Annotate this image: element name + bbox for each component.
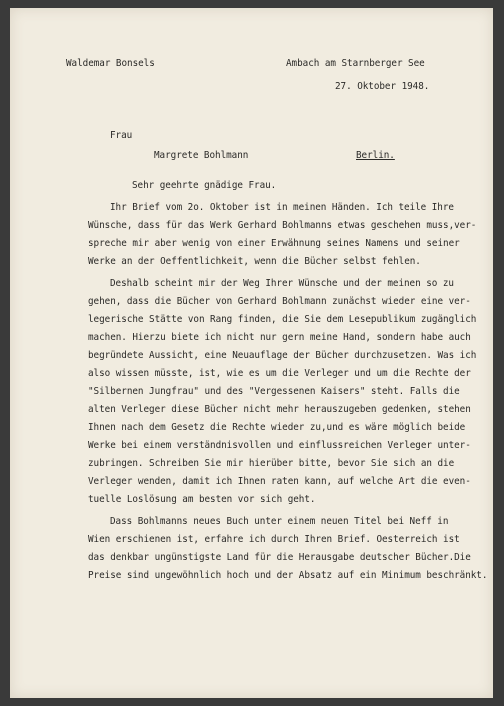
recipient-name: Margrete Bohlmann <box>154 150 249 161</box>
body-line: Preise sind ungewöhnlich hoch und der Absatz auf ein Minimum beschränkt. <box>88 570 488 581</box>
body-line: tuelle Loslösung am besten vor sich geht. <box>88 494 316 505</box>
body-line: Verleger wenden, damit ich Ihnen raten kann, auf welche Art die even- <box>88 476 471 487</box>
body-line: alten Verleger diese Bücher nicht mehr herauszugeben gedenken, stehen <box>88 404 471 415</box>
body-line: Dass Bohlmanns neues Buch unter einem neuen Titel bei Neff in <box>110 516 449 527</box>
body-line: "Silbernen Jungfrau" und des "Vergessenen Kaisers" steht. Falls die <box>88 386 460 397</box>
sender-name: Waldemar Bonsels <box>66 58 155 69</box>
salutation: Sehr geehrte gnädige Frau. <box>132 180 277 191</box>
body-line: legerische Stätte von Rang finden, die Sie dem Lesepublikum zugänglich <box>88 314 477 325</box>
body-line: machen. Hierzu biete ich nicht nur gern meine Hand, sondern habe auch <box>88 332 471 343</box>
body-line: Wien erschienen ist, erfahre ich durch Ihren Brief. Oesterreich ist <box>88 534 460 545</box>
body-line: Werke bei einem verständnisvollen und einflussreichen Verleger unter- <box>88 440 471 451</box>
body-line: zubringen. Schreiben Sie mir hierüber bitte, bevor Sie sich an die <box>88 458 455 469</box>
recipient-city: Berlin. <box>356 150 395 161</box>
recipient-title: Frau <box>110 130 133 141</box>
body-line: Ihnen nach dem Gesetz die Rechte wieder zu,und es wäre möglich beide <box>88 422 466 433</box>
letter-date: 27. Oktober 1948. <box>335 81 430 92</box>
sender-place: Ambach am Starnberger See <box>286 58 425 69</box>
body-line: das denkbar ungünstigste Land für die Herausgabe deutscher Bücher.Die <box>88 552 471 563</box>
letter-sheet <box>10 8 493 698</box>
body-line: Wünsche, dass für das Werk Gerhard Bohlmanns etwas geschehen muss,ver- <box>88 220 477 231</box>
body-line: Werke an der Oeffentlichkeit, wenn die Bücher selbst fehlen. <box>88 256 421 267</box>
body-line: Deshalb scheint mir der Weg Ihrer Wünsche und der meinen so zu <box>110 278 454 289</box>
body-line: spreche mir aber wenig von einer Erwähnung seines Namens und seiner <box>88 238 460 249</box>
body-line: begründete Aussicht, eine Neuauflage der Bücher durchzusetzen. Was ich <box>88 350 477 361</box>
body-line: gehen, dass die Bücher von Gerhard Bohlmann zunächst wieder eine ver- <box>88 296 471 307</box>
body-line: also wissen müsste, ist, wie es um die Verleger und um die Rechte der <box>88 368 471 379</box>
body-line: Ihr Brief vom 2o. Oktober ist in meinen Händen. Ich teile Ihre <box>110 202 454 213</box>
